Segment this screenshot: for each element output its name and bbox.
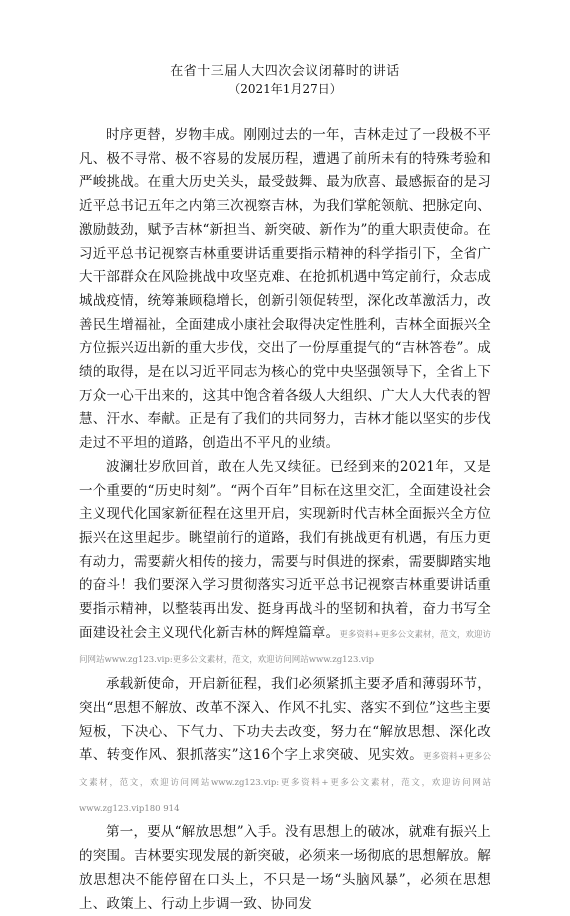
paragraph-4 (79, 821, 491, 916)
paragraph-text: 第一，要从“解放思想”入手。没有思想上的破冰，就难有振兴上的突围。吉林要实现发展的新突破，必须来一场彻底的思想解放。解放思想决不能停留在口头上，不只是一场“头脑风暴”，必须在思想上、政策上、行动上步调一致、协同发 (79, 824, 491, 912)
paragraph-text: 波澜壮岁欣回首，敢在人先又续征。已经到来的2021年，又是一个重要的“历史时刻”。“两个百年”目标在这里交汇，全面建设社会主义现代化国家新征程在这里开启，实现新时代吉林全面振兴全方位振兴在这里起步。眺望前行的道路，我们有挑战更有机遇，有压力更有动力，需要薪火相传的接力，需要与时俱进的探索，需要脚踏实地的奋斗！我们要深入学习贯彻落实习近平总书记视察吉林重要讲话重要指示精神，以整装再出发、挺身再战斗的坚韧和执着，奋力书写全面建设社会主义现代化新吉林的辉煌篇章。 (79, 458, 492, 641)
watermark-text: 更多资料+更多公文素材，范文，欢迎访问网站www.zg123.vip:更多资料+更多公文素材，范文，欢迎访问网站www.zg123.vip180 914 (79, 752, 492, 814)
paragraph-text: 承载新使命，开启新征程，我们必须紧抓主要矛盾和薄弱环节，突出“思想不解放、改革不深入、作风不扎实、落实不到位”这些主要短板，下决心、下气力、下功夫去改变，努力在“解放思想、深化改革、转变作风、狠抓落实”这16个字上求突破、见实效。 (79, 676, 491, 764)
document-date: （2021年1月27日） (228, 82, 342, 96)
document-title: 在省十三届人大四次会议闭幕时的讲话 (170, 64, 400, 79)
paragraph-3 (79, 673, 491, 821)
document-body (79, 124, 491, 916)
paragraph-1 (79, 124, 491, 456)
paragraph-text: 时序更替，岁物丰成。刚刚过去的一年，吉林走过了一段极不平凡、极不寻常、极不容易的发展历程，遭遇了前所未有的特殊考验和严峻挑战。在重大历史关头，最受鼓舞、最为欣喜、最感振奋的是习近平总书记五年之内第三次视察吉林，为我们掌舵领航、把脉定向、激励鼓劲，赋予吉林“新担当、新突破、新作为”的重大职责使命。在习近平总书记视察吉林重要讲话重要指示精神的科学指引下，全省广大干部群众在风险挑战中攻坚克难、在抢抓机遇中笃定前行，众志成城战疫情，统筹兼顾稳增长，创新引领促转型，深化改革激活力，改善民生增福祉，全面建成小康社会取得决定性胜利，吉林全面振兴全方位振兴迈出新的重大步伐，交出了一份厚重提气的“吉林答卷”。成绩的取得，是在以习近平同志为核心的党中央坚强领导下，全省上下万众一心干出来的，这其中饱含着各级人大组织、广大人大代表的智慧、汗水、奉献。正是有了我们的共同努力，吉林才能以坚实的步伐走过不平坦的道路，创造出不平凡的业绩。 (79, 127, 491, 452)
paragraph-2 (79, 456, 491, 673)
watermark-text: 更多资料+更多公文素材，范文，欢迎访问网站www.zg123.vip:更多公文素材，范文，欢迎访问网站www.zg123.vip (79, 629, 491, 666)
